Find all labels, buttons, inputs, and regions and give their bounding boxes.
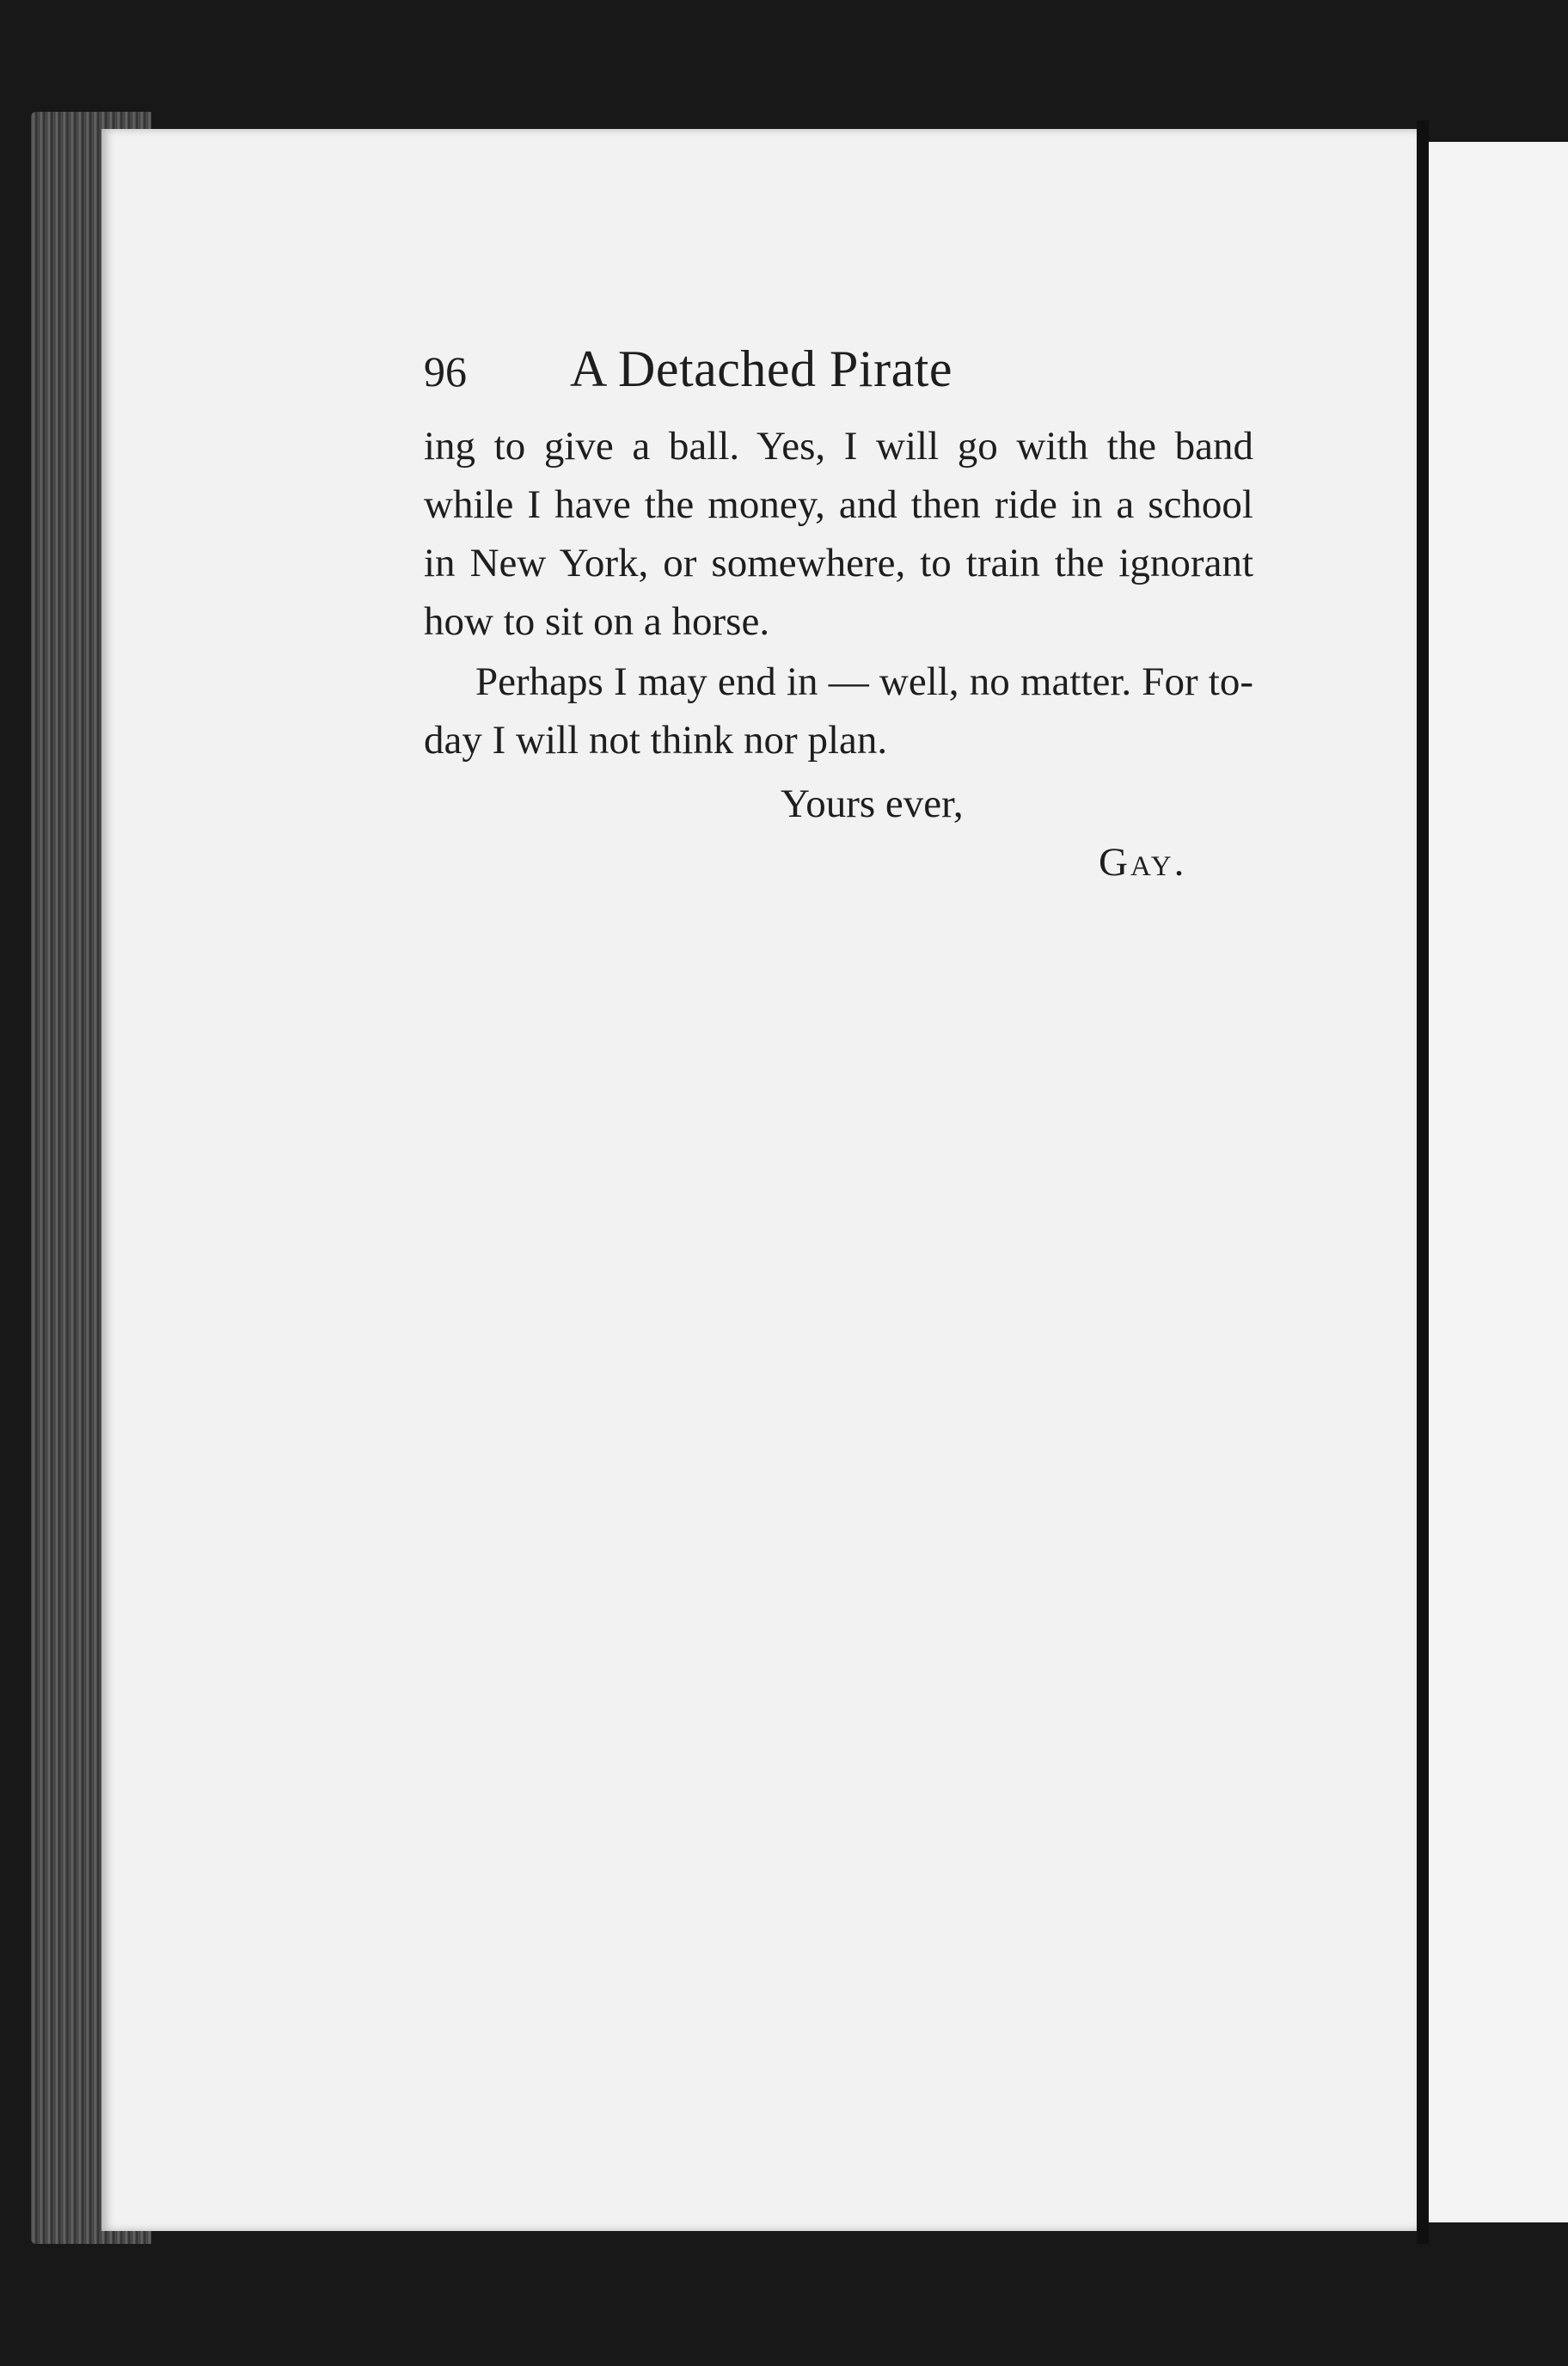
paragraph: Perhaps I may end in — well, no matter. For to-day I will not think nor plan. <box>424 659 1253 763</box>
right-page <box>1429 142 1568 2222</box>
book-gutter <box>1417 120 1429 2244</box>
page-header <box>424 340 1253 417</box>
page-number: 96 <box>424 347 467 395</box>
paragraph-continued: ing to give a ball. Yes, I will go with the band while I have the money, and then ride in a school in New York, or somewhere, to train the ignorant how to sit on a horse. <box>424 424 1253 644</box>
letter-signature: Gay. <box>1099 840 1187 885</box>
running-title: A Detached Pirate <box>570 340 952 397</box>
page-text <box>424 340 1253 892</box>
letter-closing: Yours ever, <box>781 782 964 826</box>
